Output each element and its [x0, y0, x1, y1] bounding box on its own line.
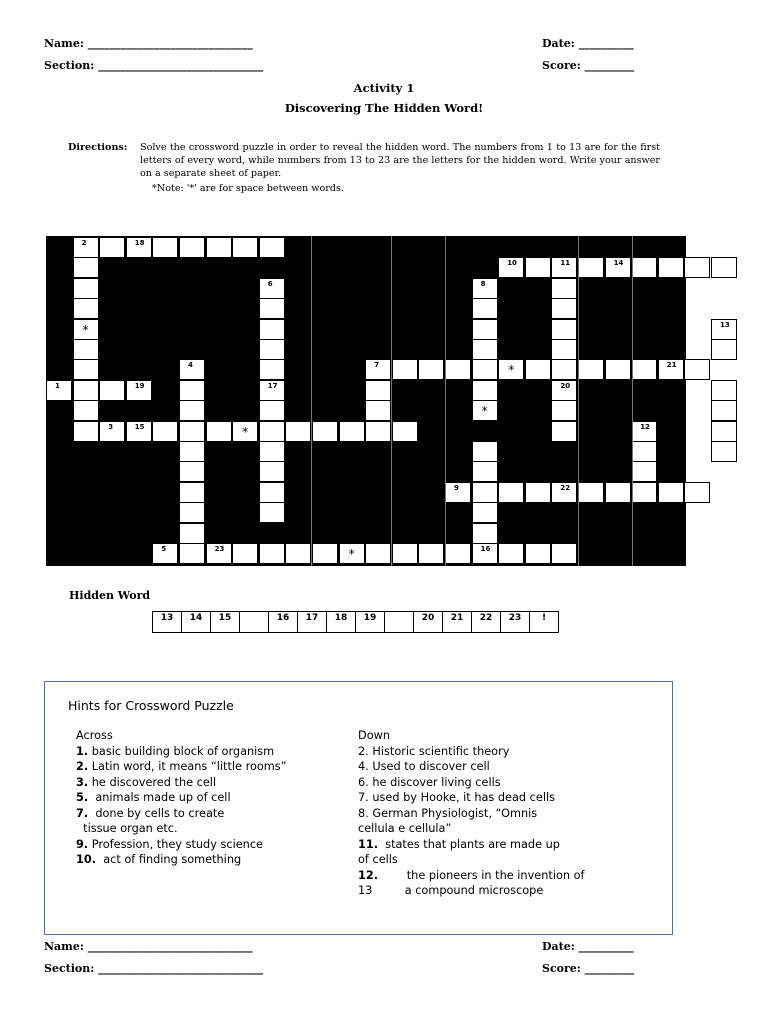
hint-text: states that plants are made up [378, 837, 560, 851]
crossword-cell[interactable] [259, 461, 285, 482]
down-column [358, 728, 585, 899]
crossword-cell[interactable] [711, 339, 737, 360]
crossword-cell[interactable] [179, 502, 205, 523]
crossword-cell[interactable] [73, 339, 99, 360]
hint-text: 4. Used to discover cell [358, 760, 490, 773]
crossword-cell[interactable] [259, 380, 285, 401]
across-label: Across [76, 729, 113, 742]
hidden-word-boxes [152, 611, 559, 633]
crossword-cell[interactable] [631, 482, 657, 503]
directions-text: Solve the crossword puzzle in order to reveal the hidden word. The numbers from 1 to 13 are for the first letters of every word, while numbers from 13 to 23 are the letters for the hidden word. Write your answer on a separate sheet of paper. [140, 142, 660, 179]
hidden-word-box[interactable] [385, 612, 414, 632]
hidden-word-box[interactable]: 16 [269, 612, 298, 632]
crossword-cell[interactable] [259, 400, 285, 421]
hint-text: Profession, they study science [88, 837, 264, 851]
crossword-cell[interactable] [711, 257, 737, 278]
crossword-cell[interactable] [658, 257, 684, 278]
hint-item [358, 852, 585, 868]
grid-divider [632, 236, 633, 566]
hint-text: 13 a compound microscope [358, 884, 544, 897]
crossword-cell[interactable] [472, 441, 498, 462]
crossword-cell[interactable] [365, 380, 391, 401]
cell-number: 7 [374, 361, 380, 370]
crossword-cell[interactable] [551, 380, 577, 401]
footer-date-field-label: Date: __________ [542, 940, 634, 953]
crossword-cell[interactable] [392, 543, 418, 564]
hidden-word-box[interactable] [240, 612, 269, 632]
crossword-cell[interactable] [551, 298, 577, 319]
cell-number: 21 [666, 361, 677, 370]
crossword-cell[interactable] [46, 380, 72, 401]
cell-number: 13 [720, 320, 730, 329]
crossword-cell[interactable] [498, 543, 524, 564]
hint-item [76, 821, 287, 837]
crossword-cell[interactable] [365, 421, 391, 442]
crossword-cell[interactable] [179, 523, 205, 544]
activity-heading: Activity 1 [353, 81, 415, 95]
crossword-cell[interactable] [578, 359, 604, 380]
hint-text: basic building block of organism [88, 744, 275, 758]
crossword-cell[interactable] [631, 421, 657, 442]
crossword-cell[interactable] [179, 461, 205, 482]
grid-divider [578, 236, 579, 566]
hint-item [358, 744, 585, 760]
hidden-word-box[interactable]: 23 [501, 612, 530, 632]
crossword-cell[interactable] [73, 319, 99, 340]
crossword-cell[interactable] [73, 380, 99, 401]
hint-number: 7. [76, 806, 89, 820]
hint-item [76, 775, 287, 791]
crossword-cell[interactable] [259, 298, 285, 319]
hidden-word-box[interactable]: 18 [327, 612, 356, 632]
crossword-cell[interactable] [179, 441, 205, 462]
crossword-cell[interactable] [73, 298, 99, 319]
crossword-cell[interactable] [605, 482, 631, 503]
crossword-cell[interactable] [392, 421, 418, 442]
crossword-cell[interactable] [206, 421, 232, 442]
crossword-cell[interactable] [711, 441, 737, 462]
crossword-cell[interactable] [232, 237, 258, 258]
space-marker: * [242, 424, 249, 439]
cell-number: 20 [560, 381, 571, 390]
crossword-cell[interactable] [365, 400, 391, 421]
hint-text: of cells [358, 853, 398, 866]
cell-number: 8 [480, 279, 486, 288]
crossword-cell[interactable] [711, 319, 737, 340]
hints-box [44, 681, 673, 935]
hidden-word-box[interactable]: ! [530, 612, 559, 632]
section-field-label: Section: ______________________________ [44, 59, 264, 72]
crossword-cell[interactable] [605, 257, 631, 278]
crossword-cell[interactable] [472, 278, 498, 299]
crossword-cell[interactable] [179, 482, 205, 503]
space-marker: * [348, 547, 355, 561]
hint-text: cellula e cellula” [358, 822, 452, 835]
hidden-word-box[interactable]: 14 [182, 612, 211, 632]
hint-text: Latin word, it means “little rooms” [88, 760, 287, 773]
crossword-cell[interactable] [472, 380, 498, 401]
space-marker: * [481, 404, 488, 419]
crossword-cell[interactable] [259, 359, 285, 380]
crossword-cell[interactable] [605, 359, 631, 380]
crossword-cell[interactable] [99, 380, 125, 401]
crossword-cell[interactable] [259, 339, 285, 360]
crossword-cell[interactable] [711, 400, 737, 421]
crossword-cell[interactable] [711, 380, 737, 401]
crossword-cell[interactable] [99, 237, 125, 258]
crossword-cell[interactable] [472, 298, 498, 319]
crossword-cell[interactable] [472, 482, 498, 503]
hint-item [76, 852, 287, 868]
crossword-cell[interactable] [179, 237, 205, 258]
hint-item [358, 883, 585, 899]
hint-item [358, 775, 585, 791]
crossword-cell[interactable] [631, 257, 657, 278]
crossword-cell[interactable] [365, 543, 391, 564]
cell-number: 9 [454, 483, 459, 492]
crossword-cell[interactable] [179, 543, 205, 564]
footer-score-field-label: Score: _________ [542, 962, 635, 975]
hint-item [76, 759, 287, 775]
crossword-cell[interactable] [152, 543, 178, 564]
score-field-label: Score: _________ [542, 59, 635, 72]
hint-item [358, 821, 585, 837]
crossword-cell[interactable] [472, 461, 498, 482]
crossword-cell[interactable] [472, 319, 498, 340]
crossword-cell[interactable] [525, 359, 551, 380]
hidden-word-box[interactable]: 21 [443, 612, 472, 632]
crossword-cell[interactable] [99, 421, 125, 442]
hints-title: Hints for Crossword Puzzle [68, 698, 234, 713]
note-text: *Note: '*' are for space between words. [152, 183, 344, 194]
crossword-cell[interactable] [525, 543, 551, 564]
crossword-cell[interactable] [259, 421, 285, 442]
cell-number: 10 [507, 259, 517, 268]
hint-item [358, 790, 585, 806]
crossword-cell[interactable] [365, 359, 391, 380]
crossword-cell[interactable] [472, 400, 498, 421]
hint-number: 9. [76, 837, 89, 851]
crossword-cell[interactable] [551, 319, 577, 340]
hint-text: the pioneers in the invention of [378, 868, 585, 882]
crossword-cell[interactable] [551, 257, 577, 278]
date-field-label: Date: __________ [542, 37, 634, 50]
crossword-cell[interactable] [631, 441, 657, 462]
space-marker: * [508, 363, 515, 378]
hidden-word-box[interactable]: 19 [356, 612, 385, 632]
crossword-cell[interactable] [578, 257, 604, 278]
crossword-cell[interactable] [259, 237, 285, 258]
crossword-cell[interactable] [418, 359, 444, 380]
down-label: Down [358, 729, 391, 742]
crossword-cell[interactable] [259, 543, 285, 564]
crossword-cell[interactable] [259, 482, 285, 503]
cell-number: 23 [214, 545, 225, 553]
crossword-cell[interactable] [551, 543, 577, 564]
crossword-cell[interactable] [445, 543, 471, 564]
hidden-word-box[interactable]: 22 [472, 612, 501, 632]
crossword-cell[interactable] [551, 400, 577, 421]
hint-item [358, 759, 585, 775]
crossword-cell[interactable] [179, 400, 205, 421]
hidden-word-box[interactable]: 13 [153, 612, 182, 632]
crossword-cell[interactable] [684, 359, 710, 380]
crossword-cell[interactable] [73, 237, 99, 258]
crossword-cell[interactable] [259, 441, 285, 462]
hint-text: animals made up of cell [88, 791, 231, 804]
cell-number: 1 [55, 381, 60, 390]
crossword-cell[interactable] [445, 359, 471, 380]
crossword-cell[interactable] [206, 543, 232, 564]
crossword-cell[interactable] [631, 461, 657, 482]
crossword-cell[interactable] [232, 421, 258, 442]
cell-number: 18 [134, 239, 145, 247]
crossword-cell[interactable] [259, 502, 285, 523]
crossword-cell[interactable] [285, 543, 311, 564]
directions [68, 141, 660, 179]
crossword-cell[interactable] [339, 543, 365, 564]
crossword-cell[interactable] [472, 523, 498, 544]
crossword-cell[interactable] [551, 482, 577, 503]
hint-number: 11. [358, 837, 379, 851]
cell-number: 2 [81, 239, 87, 247]
hint-number: 3. [76, 775, 89, 789]
cell-number: 6 [267, 279, 273, 288]
hint-number: 5. [76, 791, 89, 804]
crossword-cell[interactable] [578, 482, 604, 503]
cell-number: 15 [134, 422, 145, 431]
crossword-cell[interactable] [312, 421, 338, 442]
crossword-cell[interactable] [472, 543, 498, 564]
name-field-label: Name: ______________________________ [44, 37, 253, 50]
crossword-cell[interactable] [126, 237, 152, 258]
crossword-cell[interactable] [551, 421, 577, 442]
crossword-cell[interactable] [498, 359, 524, 380]
crossword-cell[interactable] [418, 543, 444, 564]
crossword-cell[interactable] [525, 482, 551, 503]
crossword-cell[interactable] [285, 421, 311, 442]
crossword-cell[interactable] [551, 359, 577, 380]
hint-text: 7. used by Hooke, it has dead cells [358, 791, 556, 804]
crossword-cell[interactable] [73, 359, 99, 380]
crossword-cell[interactable] [73, 278, 99, 299]
crossword-cell[interactable] [179, 359, 205, 380]
crossword-cell[interactable] [472, 339, 498, 360]
hint-text: act of finding something [96, 853, 242, 866]
page-title: Discovering The Hidden Word! [284, 101, 484, 115]
hidden-word-box[interactable]: 20 [414, 612, 443, 632]
crossword-cell[interactable] [126, 421, 152, 442]
grid-divider [445, 236, 446, 566]
crossword-cell[interactable] [684, 482, 710, 503]
hint-number: 1. [76, 744, 89, 758]
across-column [76, 728, 287, 868]
crossword-cell[interactable] [472, 502, 498, 523]
footer-section-field-label: Section: ______________________________ [44, 962, 264, 975]
hidden-word-label: Hidden Word [69, 589, 151, 602]
cell-number: 11 [560, 259, 571, 268]
crossword-cell[interactable] [126, 380, 152, 401]
hint-number: 2. [76, 760, 89, 773]
crossword-grid [46, 236, 730, 566]
hint-number: 10. [76, 853, 97, 866]
hint-text: 8. German Physiologist, “Omnis [358, 806, 538, 820]
hint-item [76, 790, 287, 806]
cell-number: 14 [613, 259, 624, 268]
cell-number: 4 [188, 361, 193, 370]
hint-item [358, 806, 585, 822]
cell-number: 19 [134, 381, 145, 390]
crossword-cell[interactable] [206, 237, 232, 258]
cell-number: 22 [560, 483, 571, 492]
hint-item [76, 806, 287, 822]
crossword-cell[interactable] [658, 359, 684, 380]
cell-number: 16 [480, 545, 491, 553]
crossword-cell[interactable] [73, 421, 99, 442]
crossword-cell[interactable] [551, 278, 577, 299]
hint-text: done by cells to create [88, 806, 225, 820]
hidden-word-box[interactable]: 15 [211, 612, 240, 632]
crossword-cell[interactable] [312, 543, 338, 564]
cell-number: 3 [108, 422, 114, 431]
crossword-cell[interactable] [711, 421, 737, 442]
cell-number: 17 [267, 381, 278, 390]
hint-item [358, 837, 585, 853]
crossword-cell[interactable] [73, 257, 99, 278]
cell-number: 12 [640, 422, 650, 431]
crossword-cell[interactable] [152, 421, 178, 442]
crossword-cell[interactable] [152, 237, 178, 258]
hint-text: 6. he discover living cells [358, 775, 501, 789]
hint-item [76, 744, 287, 760]
grid-divider [311, 236, 312, 566]
hint-text: 2. Historic scientific theory [358, 744, 510, 758]
hint-item [358, 868, 585, 884]
crossword-cell[interactable] [232, 543, 258, 564]
space-marker: * [82, 322, 89, 337]
crossword-cell[interactable] [339, 421, 365, 442]
crossword-cell[interactable] [658, 482, 684, 503]
crossword-cell[interactable] [392, 359, 418, 380]
crossword-cell[interactable] [631, 359, 657, 380]
directions-label: Directions: [68, 142, 128, 153]
crossword-cell[interactable] [445, 482, 471, 503]
crossword-cell[interactable] [551, 339, 577, 360]
crossword-cell[interactable] [498, 257, 524, 278]
crossword-cell[interactable] [472, 359, 498, 380]
hint-text: he discovered the cell [88, 775, 217, 789]
hint-item [76, 837, 287, 853]
crossword-cell[interactable] [525, 257, 551, 278]
cell-number: 5 [161, 545, 167, 553]
crossword-cell[interactable] [179, 380, 205, 401]
crossword-cell[interactable] [179, 421, 205, 442]
crossword-cell[interactable] [259, 278, 285, 299]
crossword-cell[interactable] [73, 400, 99, 421]
footer-name-field-label: Name: ______________________________ [44, 940, 253, 953]
crossword-cell[interactable] [498, 482, 524, 503]
hint-number: 12. [358, 868, 379, 882]
grid-divider [391, 236, 392, 566]
hidden-word-box[interactable]: 17 [298, 612, 327, 632]
crossword-cell[interactable] [684, 257, 710, 278]
crossword-cell[interactable] [259, 319, 285, 340]
hint-text: tissue organ etc. [76, 822, 178, 835]
